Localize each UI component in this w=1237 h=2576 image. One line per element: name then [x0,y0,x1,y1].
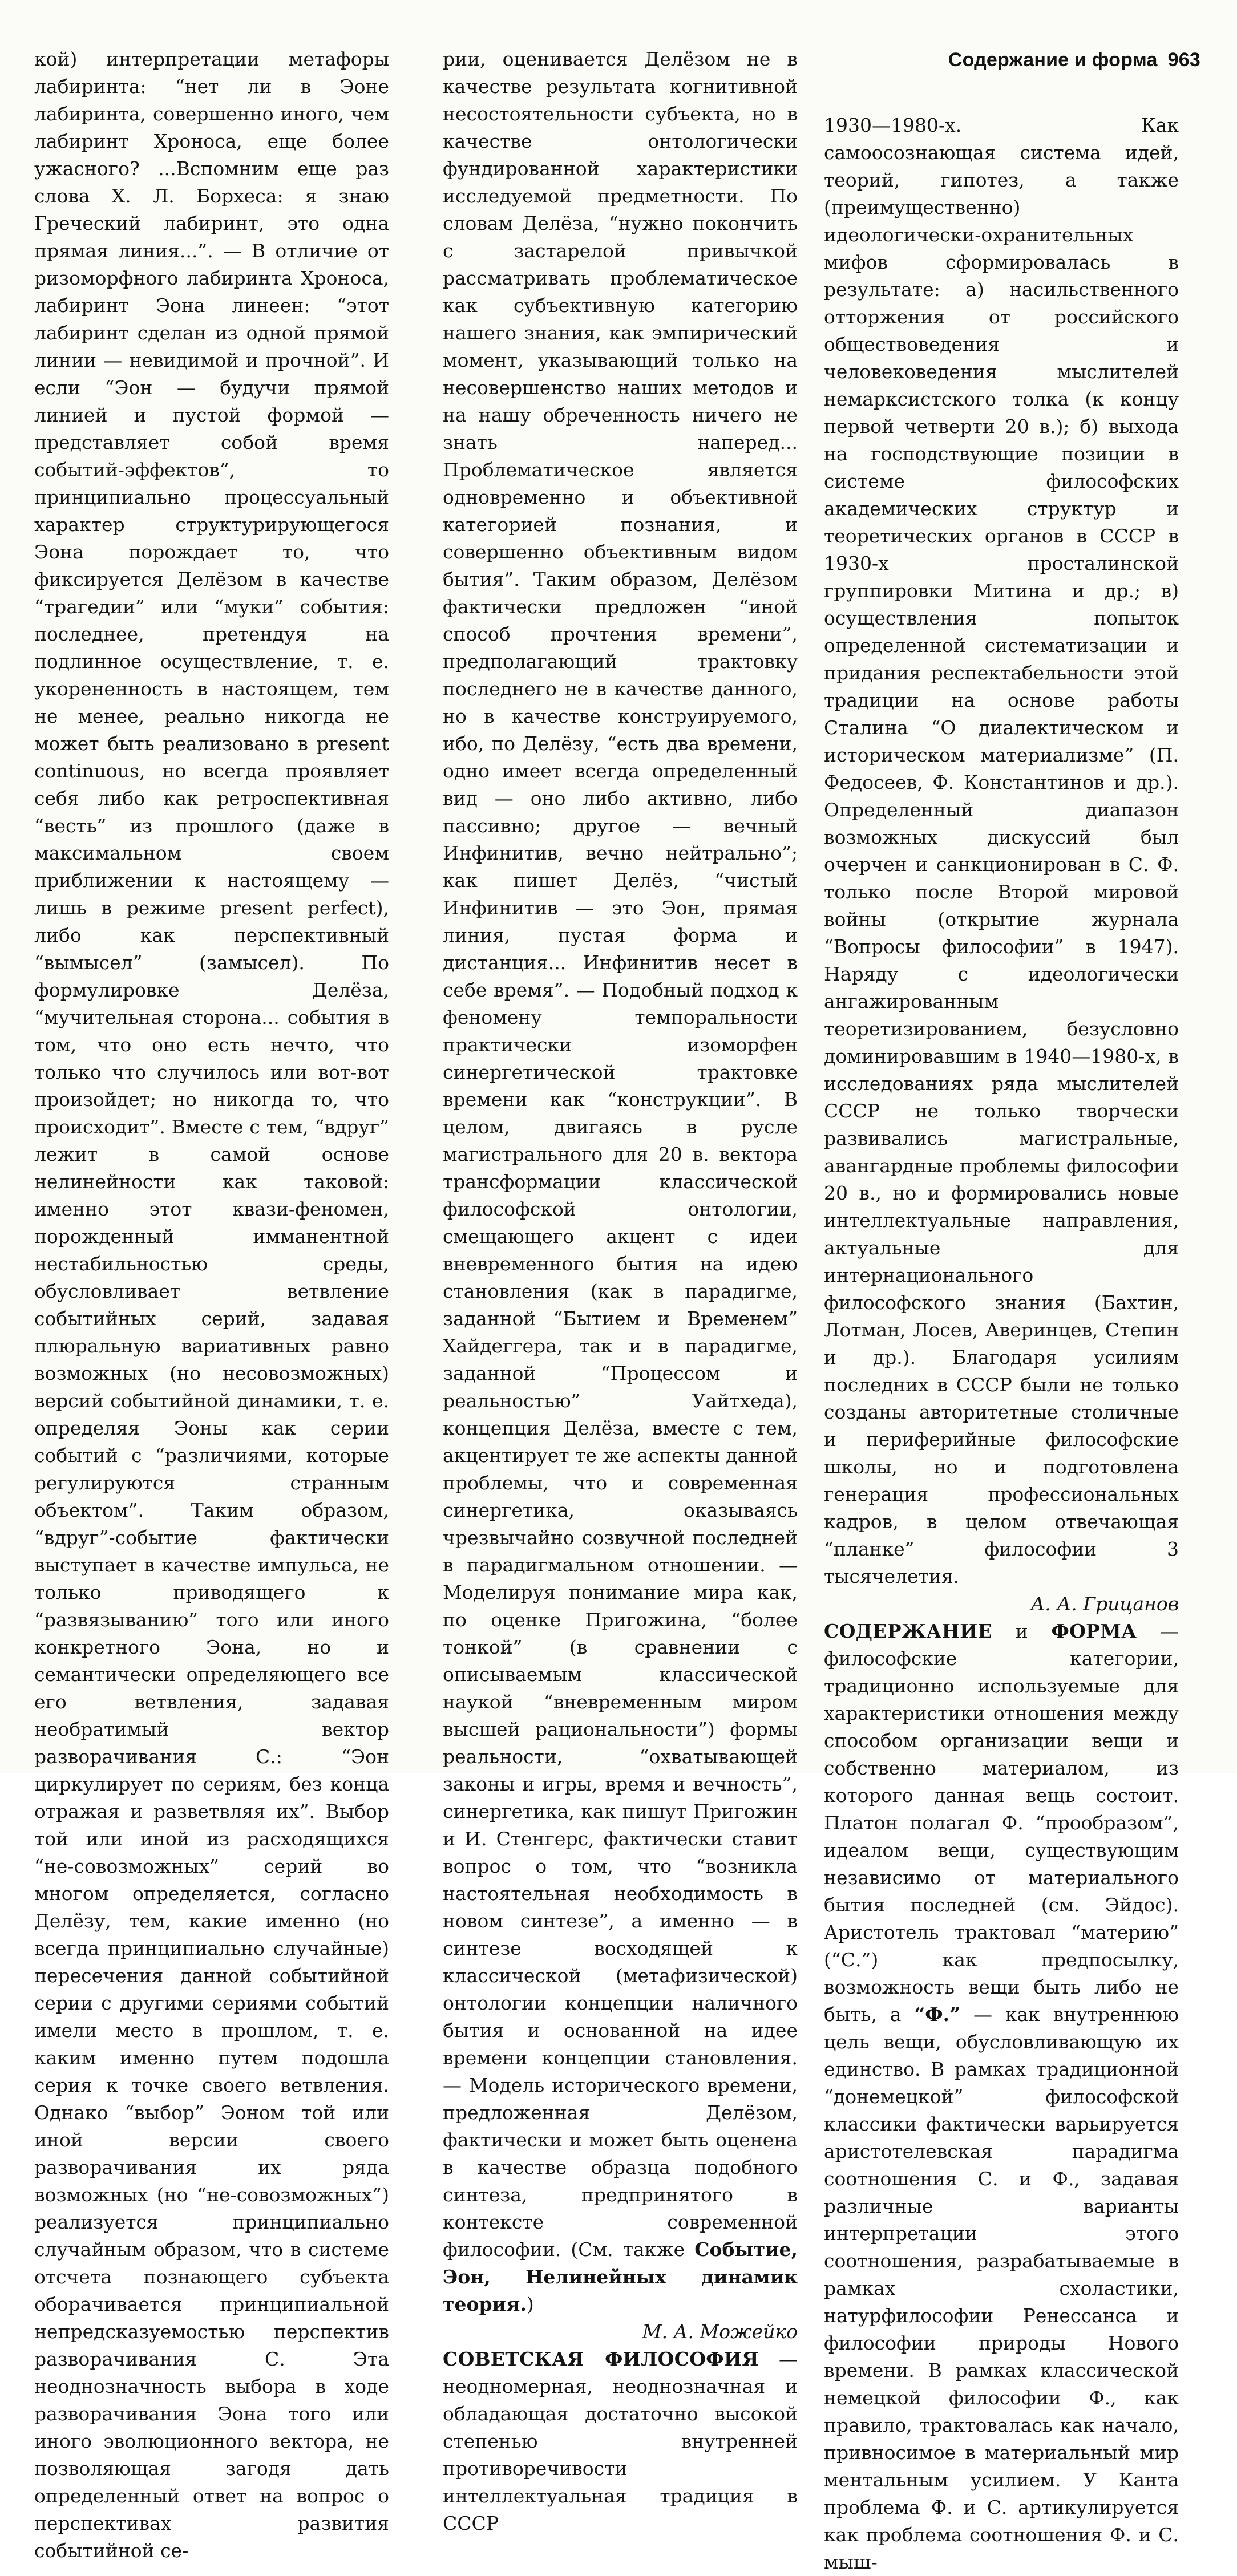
running-header [948,49,1200,71]
page-number: 963 [1167,49,1200,71]
entry-title-part2: ФОРМА [1051,1620,1137,1642]
text-column-right [824,112,1179,2573]
entry-title: СОВЕТСКАЯ ФИЛОСОФИЯ [443,2348,759,2370]
paragraph-continuation-middle [443,46,798,2318]
see-also-close: ) [526,2293,534,2315]
paragraph-text: рии, оценивается Делёзом не в качестве результата когнитивной несостоятельности субъекта, но в качестве онтологически фундированной характеристики исследуемой предметности. По словам Делёза, “нужно покончить с застарелой привычкой рассматривать проблематическое как субъективную категорию нашего знания, как эмпирический момент, указывающий только на несовершенство наших методов и на нашу обреченность ничего не знать наперед... Проблематическое является одновременно и объективной категорией познания, и совершенно объективным видом бытия”. Таким образом, Делёзом фактически предложен “иной способ прочтения времени”, предполагающий трактовку последнего не в качестве данного, но в качестве конструируемого, ибо, по Делёзу, “есть два времени, одно имеет всегда определенный вид — оно либо активно, либо пассивно; другое — вечный Инфинитив, вечно нейтрально”; как пишет Делёз, “чистый Инфинитив — это Эон, прямая линия, пустая форма и дистанция... Инфинитив несет в себе время”. — Подобный подход к феномену темпоральности практически изоморфен синергетической трактовке времени как “конструкции”. В целом, двигаясь в русле магистрального для 20 в. вектора трансформации классической философской онтологии, смещающего акцент с идеи вневременного бытия на идею становления (как в парадигме, заданной “Бытием и Временем” Хайдеггера, так и в парадигме, заданной “Процессом и реальностью” Уайтхеда), концепция Делёза, вместе с тем, акцентирует те же аспекты данной проблемы, что и современная синергетика, оказываясь чрезвычайно созвучной последней в парадигмальном отношении. — Моделируя понимание мира как, по оценке Пригожина, “более тонкой” (в сравнении с описываемым классической наукой “вневременным миром высшей рациональности”) формы реальности, “охватывающей законы и игры, время и вечность”, синергетика, как пишут Пригожин и И. Стенгерс, фактически ставит вопрос о том, что “возникла настоятельная необходимость в новом синтезе”, а именно — в синтезе восходящей к классической (метафизической) онтологии концепции наличного бытия и основанной на идее времени концепции становления. — Модель исторического времени, предложенная Делёзом, фактически и может быть оценена в качестве образца подобного синтеза, предпринятого в контексте современной философии. (См. также [443,48,798,2261]
entry-sovetskaya-filosofiya [443,2346,798,2537]
entry-text-continued: — как внутреннюю цель вещи, обусловливающую их единство. В рамках традиционной “донемецкой” философской классики фактически варьируется аристотелевская парадигма соотношения С. и Ф., задавая различные варианты интерпретации этого соотношения, разрабатываемые в рамках схоластики, натурфилософии Ренессанса и философии природы Нового времени. В рамках классической немецкой философии Ф., как правило, трактовалась как начало, привносимое в материальный мир ментальным усилием. У Канта проблема Ф. и С. артикулируется как проблема соотношения Ф. и С. мыш- [824,2003,1179,2573]
entry-bold-term: “Ф.” [914,2003,961,2026]
author-signature: М. А. Можейко [642,2320,798,2343]
text-column-left [34,46,389,2562]
running-header-title: Содержание и форма [948,49,1158,71]
see-also-links: Событие, Эон, Нелинейных динамик теория. [443,2238,798,2315]
entry-text: — неодномерная, неоднозначная и обладающая достаточно высокой степенью внутренней противоречивости интеллектуальная традиция в СССР [443,2348,798,2534]
entry-text: — философские категории, традиционно используемые для характеристики отношения между способом организации вещи и собственно материалом, из которого данная вещь состоит. Платон полагал Ф. “прообразом”, идеалом вещи, существующим независимо от материального бытия последней (см. Эйдос). Аристотель трактовал “материю” (“С.”) как предпосылку, возможность вещи быть либо не быть, а [824,1620,1179,2026]
paragraph-continuation-left: кой) интерпретации метафоры лабиринта: “нет ли в Эоне лабиринта, совершенно иного, чем лабиринт Хроноса, еще более ужасного? ...Вспомним еще раз слова Х. Л. Борхеса: я знаю Греческий лабиринт, это одна прямая линия...”. — В отличие от ризоморфного лабиринта Хроноса, лабиринт Эона линеен: “этот лабиринт сделан из одной прямой линии — невидимой и прочной”. И если “Эон — будучи прямой линией и пустой формой — представляет собой время событий-эффектов”, то принципиально процессуальный характер структурирующегося Эона порождает то, что фиксируется Делёзом в качестве “трагедии” или “муки” события: последнее, претендуя на подлинное осуществление, т. е. укорененность в настоящем, тем не менее, реально никогда не может быть реализовано в present continuous, но всегда проявляет себя либо как ретроспективная “весть” из прошлого (даже в максимальном своем приближении к настоящему — лишь в режиме present perfect), либо как перспективный “вымысел” (замысел). По формулировке Делёза, “мучительная сторона... события в том, что оно есть нечто, что только что случилось или вот-вот произойдет; но никогда то, что происходит”. Вместе с тем, “вдруг” лежит в самой основе нелинейности как таковой: именно этот квази-феномен, порожденный имманентной нестабильностью среды, обусловливает ветвление событийных серий, задавая плюральную вариативных равно возможных (но несовозможных) версий событийной динамики, т. е. определяя Эоны как серии событий с “различиями, которые регулируются странным объектом”. Таким образом, “вдруг”-событие фактически выступает в качестве импульса, не только приводящего к “развязыванию” того или иного конкретного Эона, но и семантически определяющего все его ветвления, задавая необратимый вектор разворачивания С.: “Эон циркулирует по сериям, без конца отражая и разветвляя их”. Выбор той или иной из расходящихся “не-совозможных” серий во многом определяется, согласно Делёзу, тем, какие именно (но всегда принципиально случайные) пересечения данной событийной серии с другими сериями событий имели место в прошлом, т. е. каким именно путем подошла серия к точке своего ветвления. Однако “выбор” Эоном той или иной версии своего разворачивания их ряда возможных (но “не-совозможных”) реализуется принципиально случайным образом, что в системе отсчета познающего субъекта оборачивается принципиальной непредсказуемостью перспектив разворачивания С. Эта неоднозначность выбора в ходе разворачивания Эона того или иного эволюционного вектора, не позволяющая загодя дать определенный ответ на вопрос о перспективах развития событийной се- [34,48,389,2562]
paragraph-continuation-right: 1930—1980-х. Как самоосознающая система идей, теорий, гипотез, а также (преимущественно) идеологически-охранительных мифов сформировалась в результате: а) насильственного отторжения от российского обществоведения и человековедения мыслителей немарксистского толка (к концу первой четверти 20 в.); б) выхода на господствующие позиции в системе философских академических структур и теоретических органов в СССР в 1930-х просталинской группировки Митина и др.; в) осуществления попыток определенной систематизации и придания респектабельности этой традиции на основе работы Сталина “О диалектическом и историческом материализме” (П. Федосеев, Ф. Константинов и др.). Определенный диапазон возможных дискуссий был очерчен и санкционирован в С. Ф. только после Второй мировой войны (открытие журнала “Вопросы философии” в 1947). Наряду с идеологически ангажированным теоретизированием, безусловно доминировавшим в 1940—1980-х, в исследованиях ряда мыслителей СССР не только творчески развивались магистральные, авангардные проблемы философии 20 в., но и формировались новые интеллектуальные направления, актуальные для интернационального философского знания (Бахтин, Лотман, Лосев, Аверинцев, Степин и др.). Благодаря усилиям последних в СССР были не только созданы авторитетные столичные и периферийные философские школы, но и подготовлена генерация профессиональных кадров, в целом отвечающая “планке” философии 3 тысячелетия. [824,114,1179,1587]
entry-title-and: и [992,1620,1052,1642]
author-signature: А. А. Грицанов [1030,1593,1179,1615]
entry-soderzhanie-i-forma [824,1618,1179,2576]
text-column-middle [443,46,798,2534]
entry-title-part1: СОДЕРЖАНИЕ [824,1620,993,1642]
